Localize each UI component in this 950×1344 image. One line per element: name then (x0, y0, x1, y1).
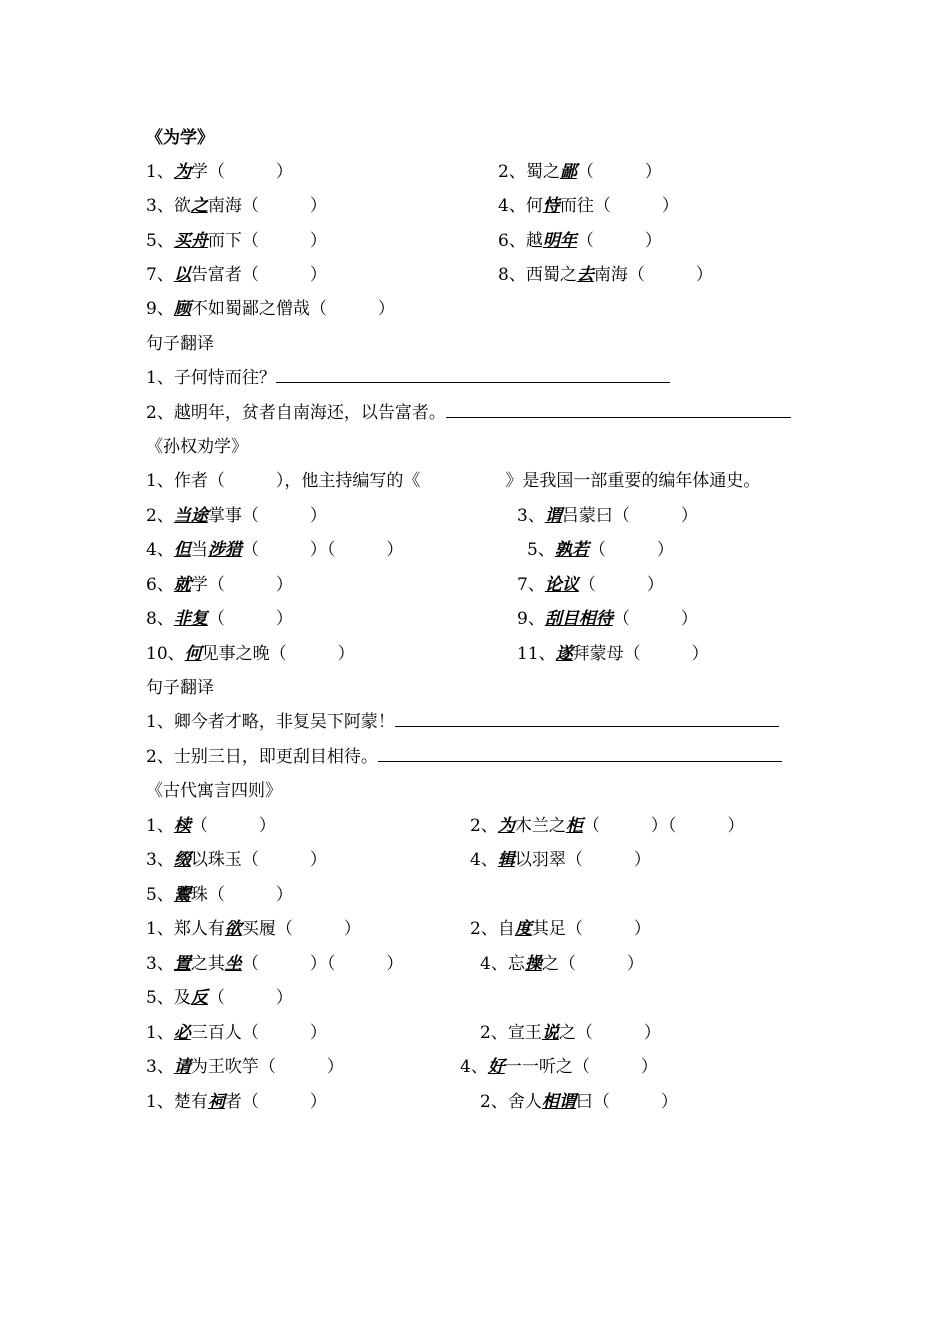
section-title: 《古代寓言四则》 (146, 781, 282, 801)
vocab-row (146, 1050, 846, 1084)
vocab-item: 2、自度其足（ ） (470, 919, 651, 939)
vocab-item: 3、置之其坐（ ）（ ） (146, 954, 404, 974)
section-title: 《孙权劝学》 (146, 437, 248, 457)
vocab-row (146, 809, 846, 843)
vocab-row (146, 499, 846, 533)
vocab-item: 3、缀以珠玉（ ） (146, 850, 327, 870)
translation-item: 1、子何恃而往？ (146, 361, 670, 395)
vocab-row (146, 568, 846, 602)
translation-item: 2、越明年，贫者自南海还，以告富者。 (146, 396, 791, 430)
vocab-item: 2、宣王说之（ ） (480, 1023, 661, 1043)
answer-line[interactable] (446, 399, 791, 418)
vocab-item: 1、为学（ ） (146, 162, 293, 182)
vocab-row (146, 602, 846, 636)
vocab-row (146, 1085, 846, 1119)
section-title-weixue (146, 121, 214, 155)
vocab-row (146, 224, 846, 258)
vocab-item: 3、欲之南海（ ） (146, 196, 327, 216)
answer-line[interactable] (395, 708, 779, 727)
vocab-item: 4、忘操之（ ） (480, 954, 644, 974)
vocab-item: 4、何恃而往（ ） (498, 196, 679, 216)
vocab-item: 4、辑以羽翠（ ） (470, 850, 651, 870)
vocab-item: 5、孰若（ ） (527, 540, 674, 560)
vocab-item: 6、就学（ ） (146, 575, 293, 595)
translation-item: 2、士别三日，即更刮目相待。 (146, 740, 782, 774)
vocab-item: 1、楚有祠者（ ） (146, 1092, 327, 1112)
vocab-item: 5、及反（ ） (146, 988, 293, 1008)
vocab-row (146, 637, 846, 671)
vocab-item: 9、刮目相待（ ） (517, 609, 698, 629)
vocab-item: 8、西蜀之去南海（ ） (498, 265, 713, 285)
vocab-item: 2、舍人相谓曰（ ） (480, 1092, 678, 1112)
answer-line[interactable] (276, 364, 670, 383)
vocab-row (146, 189, 846, 223)
vocab-row (146, 292, 395, 326)
vocab-item: 7、以告富者（ ） (146, 265, 327, 285)
vocab-row (146, 258, 846, 292)
author-question: 1、作者（ ），他主持编写的《 》是我国一部重要的编年体通史。 (146, 471, 761, 491)
vocab-item: 11、遂拜蒙母（ ） (517, 644, 709, 664)
vocab-item: 3、请为王吹竽（ ） (146, 1057, 344, 1077)
vocab-item: 4、好一一听之（ ） (460, 1057, 658, 1077)
vocab-item: 10、何见事之晚（ ） (146, 644, 355, 664)
vocab-item: 1、椟（ ） (146, 816, 276, 836)
vocab-item: 8、非复（ ） (146, 609, 293, 629)
vocab-row (146, 878, 293, 912)
section-title-sunquan (146, 430, 248, 464)
vocab-item: 2、当途掌事（ ） (146, 506, 327, 526)
vocab-item: 6、越明年（ ） (498, 231, 662, 251)
vocab-item: 2、为木兰之柜（ ）（ ） (470, 816, 745, 836)
vocab-row (146, 1016, 846, 1050)
sentence-translation-heading: 句子翻译 (146, 334, 214, 354)
vocab-row (146, 912, 846, 946)
vocab-item: 1、必三百人（ ） (146, 1023, 327, 1043)
vocab-item: 5、鬻珠（ ） (146, 885, 293, 905)
vocab-item: 3、谓吕蒙曰（ ） (517, 506, 698, 526)
sentence-translation-heading: 句子翻译 (146, 678, 214, 698)
vocab-row (146, 981, 293, 1015)
vocab-row (146, 843, 846, 877)
section-title-fables (146, 774, 282, 808)
section-title: 《为学》 (146, 128, 214, 148)
translation-item: 1、卿今者才略，非复吴下阿蒙！ (146, 705, 779, 739)
answer-line[interactable] (378, 743, 782, 762)
vocab-item: 5、买舟而下（ ） (146, 231, 327, 251)
vocab-row (146, 155, 846, 189)
vocab-item: 2、蜀之鄙（ ） (498, 162, 662, 182)
vocab-item: 7、论议（ ） (517, 575, 664, 595)
vocab-item: 9、顾不如蜀鄙之僧哉（ ） (146, 299, 395, 319)
vocab-row (146, 533, 846, 567)
vocab-item: 4、但当涉猎（ ）（ ） (146, 540, 404, 560)
vocab-row (146, 947, 846, 981)
vocab-item: 1、郑人有欲买履（ ） (146, 919, 361, 939)
